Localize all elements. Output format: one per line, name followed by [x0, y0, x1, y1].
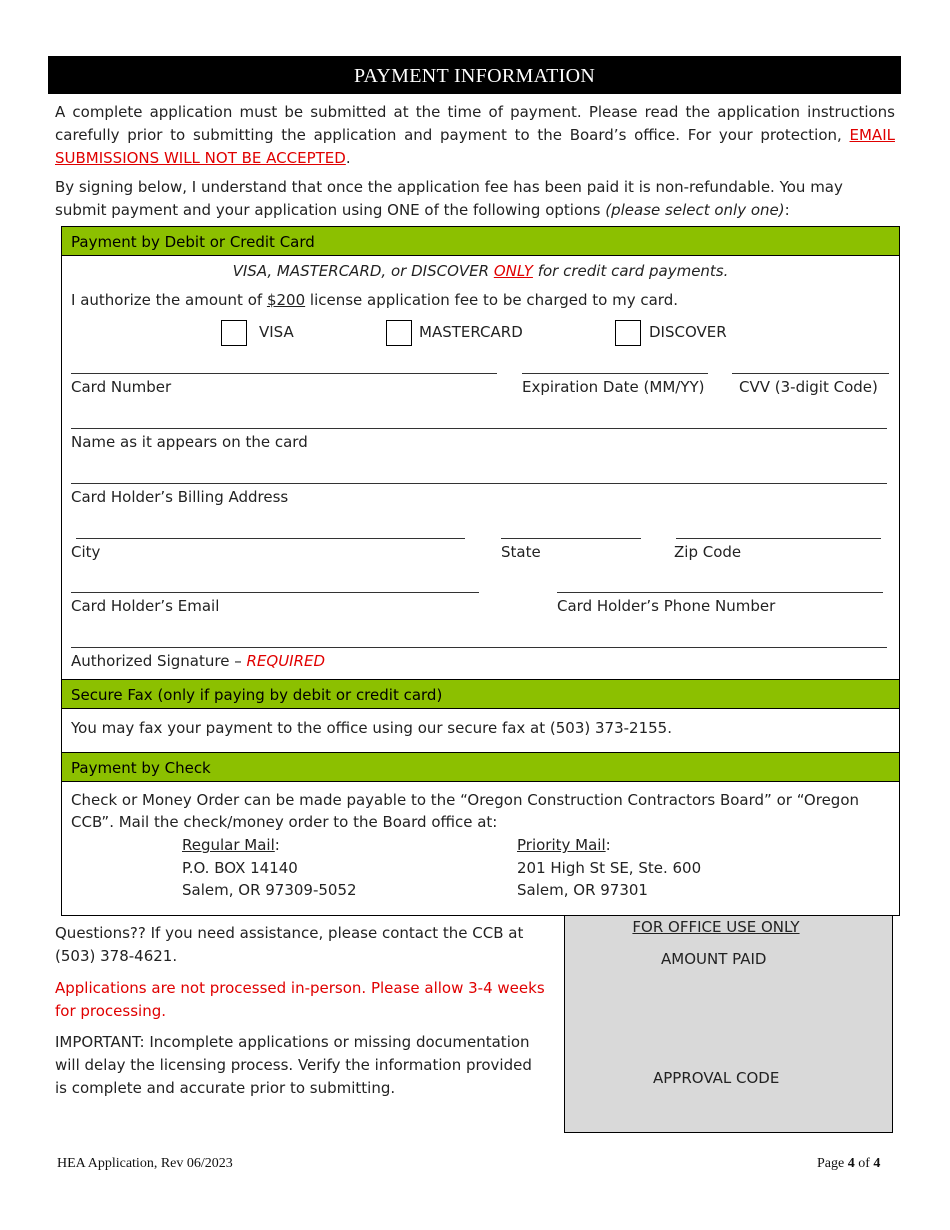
signature-label: Authorized Signature – REQUIRED	[71, 652, 326, 670]
regular-mail-line-1: P.O. BOX 14140	[182, 859, 298, 877]
regular-mail-line-2: Salem, OR 97309-5052	[182, 881, 357, 899]
card-section-heading: Payment by Debit or Credit Card	[62, 226, 899, 256]
discover-label: DISCOVER	[649, 323, 727, 341]
processing-notice: Applications are not processed in-person. Please allow 3-4 weeks for processing.	[55, 979, 545, 1020]
page-number: Page 4 of 4	[817, 1156, 881, 1171]
fax-text: You may fax your payment to the office using our secure fax at (503) 373-2155.	[71, 719, 672, 737]
regular-mail-label: Regular Mail:	[182, 836, 280, 854]
section-title: PAYMENT INFORMATION	[48, 56, 901, 94]
zip-label: Zip Code	[674, 543, 742, 561]
authorization-text: I authorize the amount of $200 license application fee to be charged to my card.	[71, 291, 678, 309]
city-field[interactable]	[76, 538, 465, 539]
check-text-line-2: CCB”. Mail the check/money order to the Board office at:	[71, 813, 498, 831]
check-text-line-1: Check or Money Order can be made payable to the “Oregon Construction Contractors Board” or “Oregon	[71, 791, 860, 809]
city-label: City	[71, 543, 101, 561]
office-use-box	[564, 915, 893, 1133]
signature-field[interactable]	[71, 647, 887, 648]
phone-field[interactable]	[557, 592, 883, 593]
visa-label: VISA	[259, 323, 294, 341]
cvv-field[interactable]	[732, 373, 889, 374]
cardholder-name-field[interactable]	[71, 428, 887, 429]
expiration-label: Expiration Date (MM/YY)	[522, 378, 705, 396]
important-notice: IMPORTANT: Incomplete applications or missing documentation will delay the licensing process. Verify the information provided is complete and accurate prior to submitting.	[55, 1033, 532, 1097]
zip-field[interactable]	[676, 538, 881, 539]
state-label: State	[501, 543, 541, 561]
email-field[interactable]	[71, 592, 479, 593]
accepted-cards-note: VISA, MASTERCARD, or DISCOVER ONLY for credit card payments.	[232, 262, 729, 280]
office-use-title: FOR OFFICE USE ONLY	[632, 918, 800, 936]
priority-mail-label: Priority Mail:	[517, 836, 611, 854]
questions-text: Questions?? If you need assistance, please contact the CCB at (503) 378-4621.	[55, 924, 524, 965]
form-revision: HEA Application, Rev 06/2023	[57, 1156, 233, 1171]
amount-paid-label: AMOUNT PAID	[661, 950, 767, 968]
intro-paragraph-2: By signing below, I understand that once the application fee has been paid it is non-refundable. You may submit payment and your application using ONE of the following options (please select only one):	[55, 178, 843, 219]
billing-address-label: Card Holder’s Billing Address	[71, 488, 289, 506]
priority-mail-line-2: Salem, OR 97301	[517, 881, 648, 899]
card-number-label: Card Number	[71, 378, 172, 396]
billing-address-field[interactable]	[71, 483, 887, 484]
priority-mail-line-1: 201 High St SE, Ste. 600	[517, 859, 702, 877]
cardholder-name-label: Name as it appears on the card	[71, 433, 308, 451]
payment-options-box	[61, 226, 900, 916]
fax-section-heading: Secure Fax (only if paying by debit or credit card)	[62, 679, 899, 709]
email-label: Card Holder’s Email	[71, 597, 220, 615]
phone-label: Card Holder’s Phone Number	[557, 597, 776, 615]
intro-paragraph-1: A complete application must be submitted at the time of payment. Please read the application instructions carefully prior to submitting the application and payment to the Board’s office. For your protection, EMAIL SUBMISSIONS WILL NOT BE ACCEPTED.	[55, 103, 895, 167]
mastercard-label: MASTERCARD	[419, 323, 523, 341]
card-number-field[interactable]	[71, 373, 497, 374]
mastercard-checkbox[interactable]	[386, 320, 412, 346]
check-section-heading: Payment by Check	[62, 752, 899, 782]
state-field[interactable]	[501, 538, 641, 539]
email-warning: EMAIL SUBMISSIONS WILL NOT BE ACCEPTED	[55, 126, 895, 167]
expiration-field[interactable]	[522, 373, 708, 374]
cvv-label: CVV (3-digit Code)	[739, 378, 878, 396]
approval-code-label: APPROVAL CODE	[653, 1069, 780, 1087]
discover-checkbox[interactable]	[615, 320, 641, 346]
visa-checkbox[interactable]	[221, 320, 247, 346]
